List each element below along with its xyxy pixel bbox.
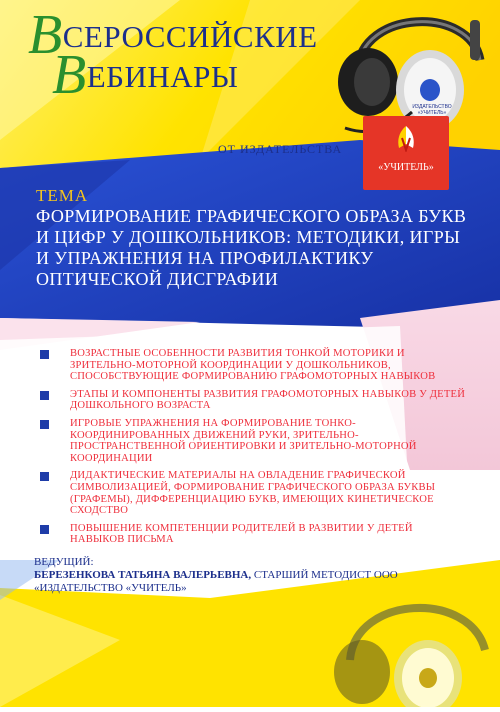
list-item <box>38 389 468 412</box>
brand-line-2-cap: В <box>52 44 87 106</box>
headset-image-bottom <box>320 580 500 707</box>
host-position: СТАРШИЙ МЕТОДИСТ ООО «ИЗДАТЕЛЬСТВО «УЧИТЕЛЬ» <box>34 569 398 594</box>
list-item-text: ИГРОВЫЕ УПРАЖНЕНИЯ НА ФОРМИРОВАНИЕ ТОНКО-КООРДИНИРОВАННЫХ ДВИЖЕНИЙ РУКИ, ЗРИТЕЛЬНО-ПРОСТРАНСТВЕННОЙ ОРИЕНТИРОВКИ И ЗРИТЕЛЬНО-МОТОРНОЙ КООРДИНАЦИИ <box>70 417 417 464</box>
brand-line-2-rest: ЕБИНАРЫ <box>86 59 239 94</box>
list-item <box>38 348 468 383</box>
list-item-text: ЭТАПЫ И КОМПОНЕНТЫ РАЗВИТИЯ ГРАФОМОТОРНЫХ НАВЫКОВ У ДЕТЕЙ ДОШКОЛЬНОГО ВОЗРАСТА <box>70 388 466 412</box>
square-bullet-icon <box>40 350 49 359</box>
square-bullet-icon <box>40 420 49 429</box>
host-name: БЕРЕЗЕНКОВА ТАТЬЯНА ВАЛЕРЬЕВНА, <box>34 569 252 581</box>
square-bullet-icon <box>40 472 49 481</box>
topics-list <box>38 348 468 552</box>
list-item-text: ВОЗРАСТНЫЕ ОСОБЕННОСТИ РАЗВИТИЯ ТОНКОЙ МОТОРИКИ И ЗРИТЕЛЬНО-МОТОРНОЙ КООРДИНАЦИИ У ДОШКОЛЬНИКОВ, СПОСОБСТВУЮЩИЕ ФОРМИРОВАНИЮ ГРАФОМОТОРНЫХ НАВЫКОВ <box>70 348 436 383</box>
list-item-text: ПОВЫШЕНИЕ КОМПЕТЕНЦИИ РОДИТЕЛЕЙ В РАЗВИТИИ У ДЕТЕЙ НАВЫКОВ ПИСЬМА <box>70 522 413 546</box>
brand-line-1-rest: СЕРОССИЙСКИЕ <box>62 19 318 54</box>
host-label: ВЕДУЩИЙ: <box>34 556 94 568</box>
list-item <box>38 523 468 546</box>
theme-label: ТЕМА <box>36 186 89 205</box>
list-item-text: ДИДАКТИЧЕСКИЕ МАТЕРИАЛЫ НА ОВЛАДЕНИЕ ГРАФИЧЕСКОЙ СИМВОЛИЗАЦИЕЙ, ФОРМИРОВАНИЕ ГРАФИЧЕСКОГО ОБРАЗА БУКВЫ (ГРАФЕМЫ), ДИФФЕРЕНЦИАЦИЮ БУКВ, ИМЕЮЩИХ КИНЕТИЧЕСКОЕ СХОДСТВО <box>70 470 436 517</box>
square-bullet-icon <box>40 391 49 400</box>
brand-line-2 <box>28 44 318 106</box>
publisher-logo-icon <box>393 124 419 152</box>
theme-title: ФОРМИРОВАНИЕ ГРАФИЧЕСКОГО ОБРАЗА БУКВ И ЦИФР У ДОШКОЛЬНИКОВ: МЕТОДИКИ, ИГРЫ И УПРАЖНЕНИЯ НА ПРОФИЛАКТИКУ ОПТИЧЕСКОЙ ДИСГРАФИИ <box>36 206 467 289</box>
publisher-logo <box>363 116 449 190</box>
list-item <box>38 418 468 464</box>
publisher-logo-text: «УЧИТЕЛЬ» <box>378 162 434 173</box>
publisher-from-text: ОТ ИЗДАТЕЛЬСТВА <box>218 142 343 156</box>
brand-title <box>28 4 318 106</box>
brand-line-1-cap: В <box>28 4 63 66</box>
headset-sticker-text: ИЗДАТЕЛЬСТВО «УЧИТЕЛЬ» <box>412 104 452 116</box>
square-bullet-icon <box>40 525 49 534</box>
list-item <box>38 470 468 516</box>
